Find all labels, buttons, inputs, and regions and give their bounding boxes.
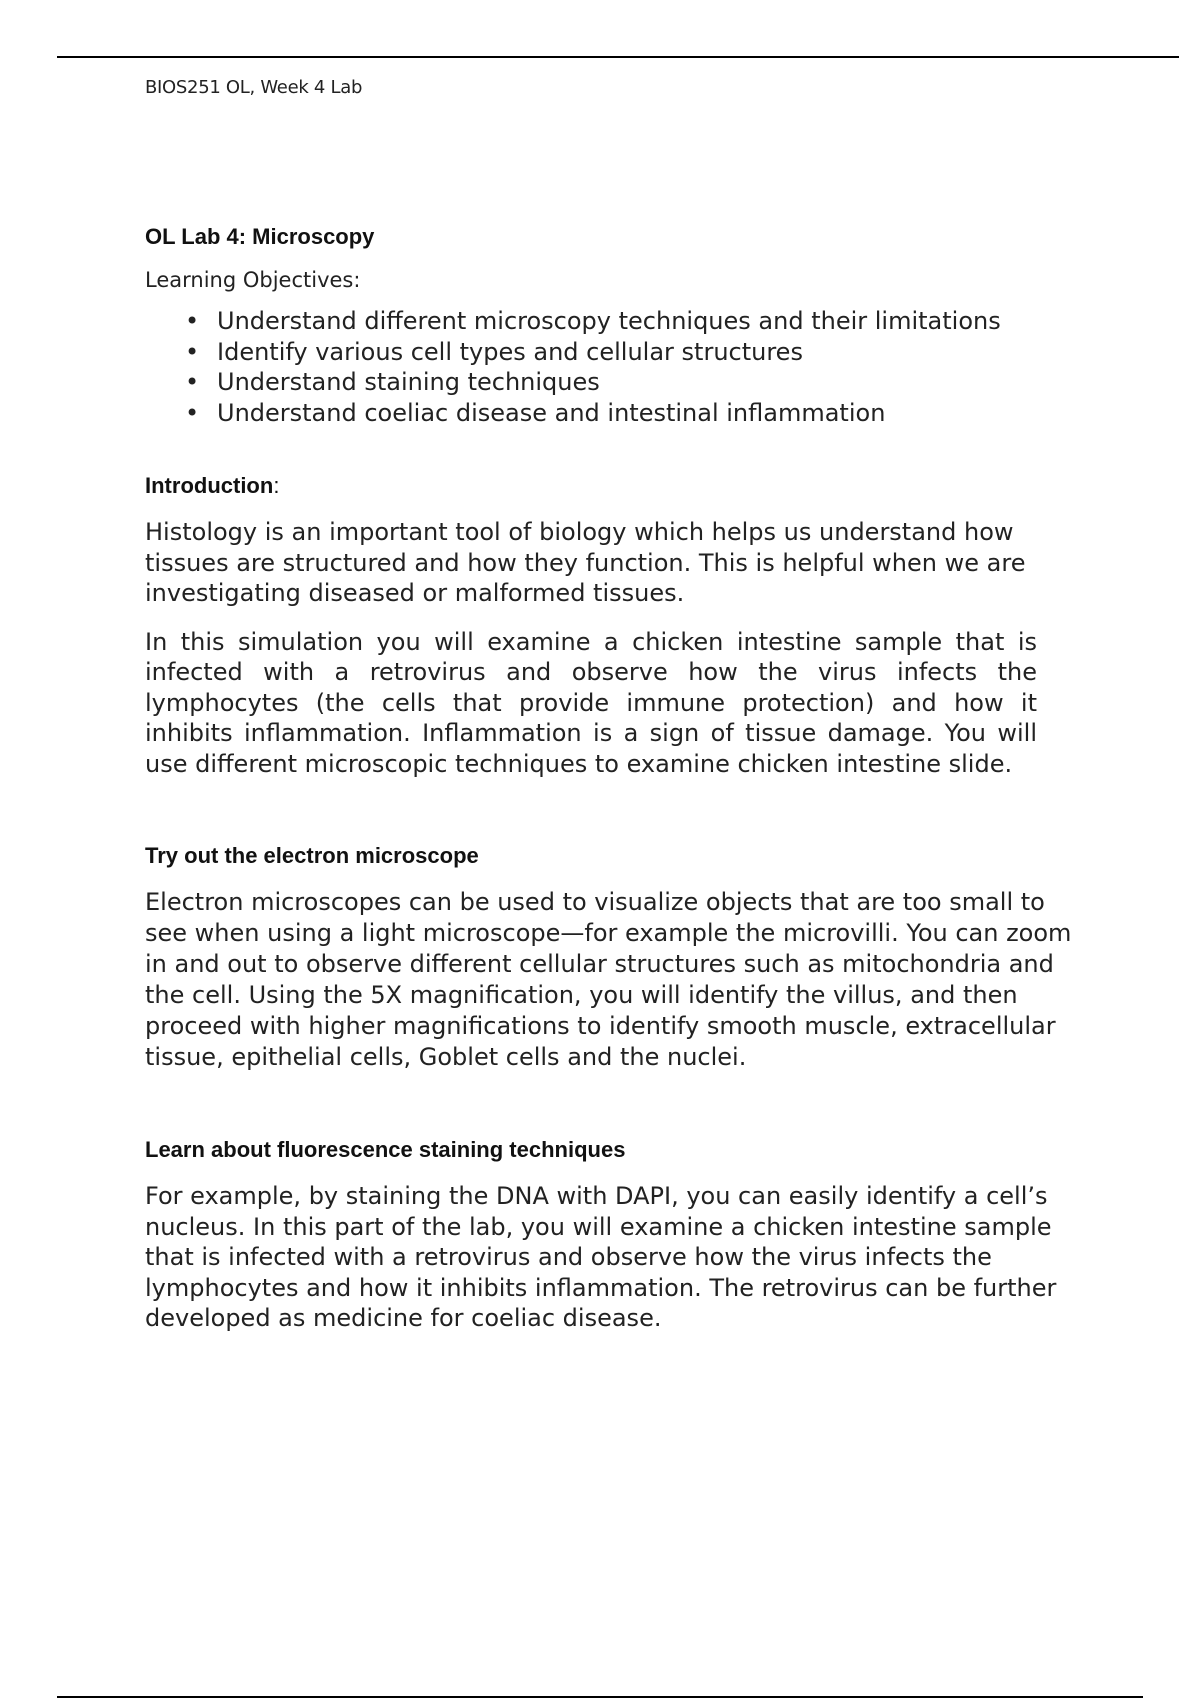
bullet-icon: • [185,368,200,396]
electron-microscope-paragraph: Electron microscopes can be used to visualize objects that are too small to see when using a light microscope—for example the microvilli. You can zoom in and out to observe different cellular structures such as mitochondria and the cell. Using the 5X magnification, you will identify the villus, and then proceed with higher magnifications to identify smooth muscle, extracellular tissue, epithelial cells, Goblet cells and the nuclei. [145,888,1072,1071]
introduction-paragraph: Histology is an important tool of biology which helps us understand how tissues are structured and how they function. This is helpful when we are investigating diseased or malformed tissues. [145,518,1026,607]
fluorescence-heading: Learn about fluorescence staining techniques [145,1137,626,1162]
objective-text: Understand coeliac disease and intestinal inflammation [217,398,886,427]
document-title: OL Lab 4: Microscopy [145,224,375,249]
introduction-heading-text: Introduction [145,473,274,498]
introduction-heading-colon: : [273,473,280,498]
objective-item [185,367,1085,398]
electron-microscope-heading: Try out the electron microscope [145,843,479,868]
introduction-heading [145,473,1085,499]
fluorescence-paragraph: For example, by staining the DNA with DAPI, you can easily identify a cell’s nucleus. In this part of the lab, you will examine a chicken intestine sample that is infected with a retrovirus and observe how the virus infects the lymphocytes and how it inhibits inflammation. The retrovirus can be further developed as medicine for coeliac disease. [145,1182,1057,1332]
bullet-icon: • [185,337,200,366]
objective-item [185,337,1085,368]
objective-item [185,398,1085,429]
footer-rule [57,1696,1143,1698]
objective-item [185,306,1085,337]
running-header: BIOS251 OL, Week 4 Lab [145,77,363,98]
objectives-label: Learning Objectives: [145,268,361,292]
objective-text: Identify various cell types and cellular structures [217,337,803,366]
objective-text: Understand different microscopy techniques and their limitations [217,307,1001,335]
objectives-list [145,306,1085,428]
document-body [145,224,1085,1334]
header-rule [57,56,1179,58]
bullet-icon: • [185,307,200,335]
introduction-paragraph: In this simulation you will examine a chicken intestine sample that is infected with a retrovirus and observe how the virus infects the lymphocytes (the cells that provide immune protection) and how it inhibits inflammation. Inflammation is a sign of tissue damage. You will use different microscopic techniques to examine chicken intestine slide. [145,627,1037,778]
bullet-icon: • [185,398,200,427]
objective-text: Understand staining techniques [217,368,600,396]
